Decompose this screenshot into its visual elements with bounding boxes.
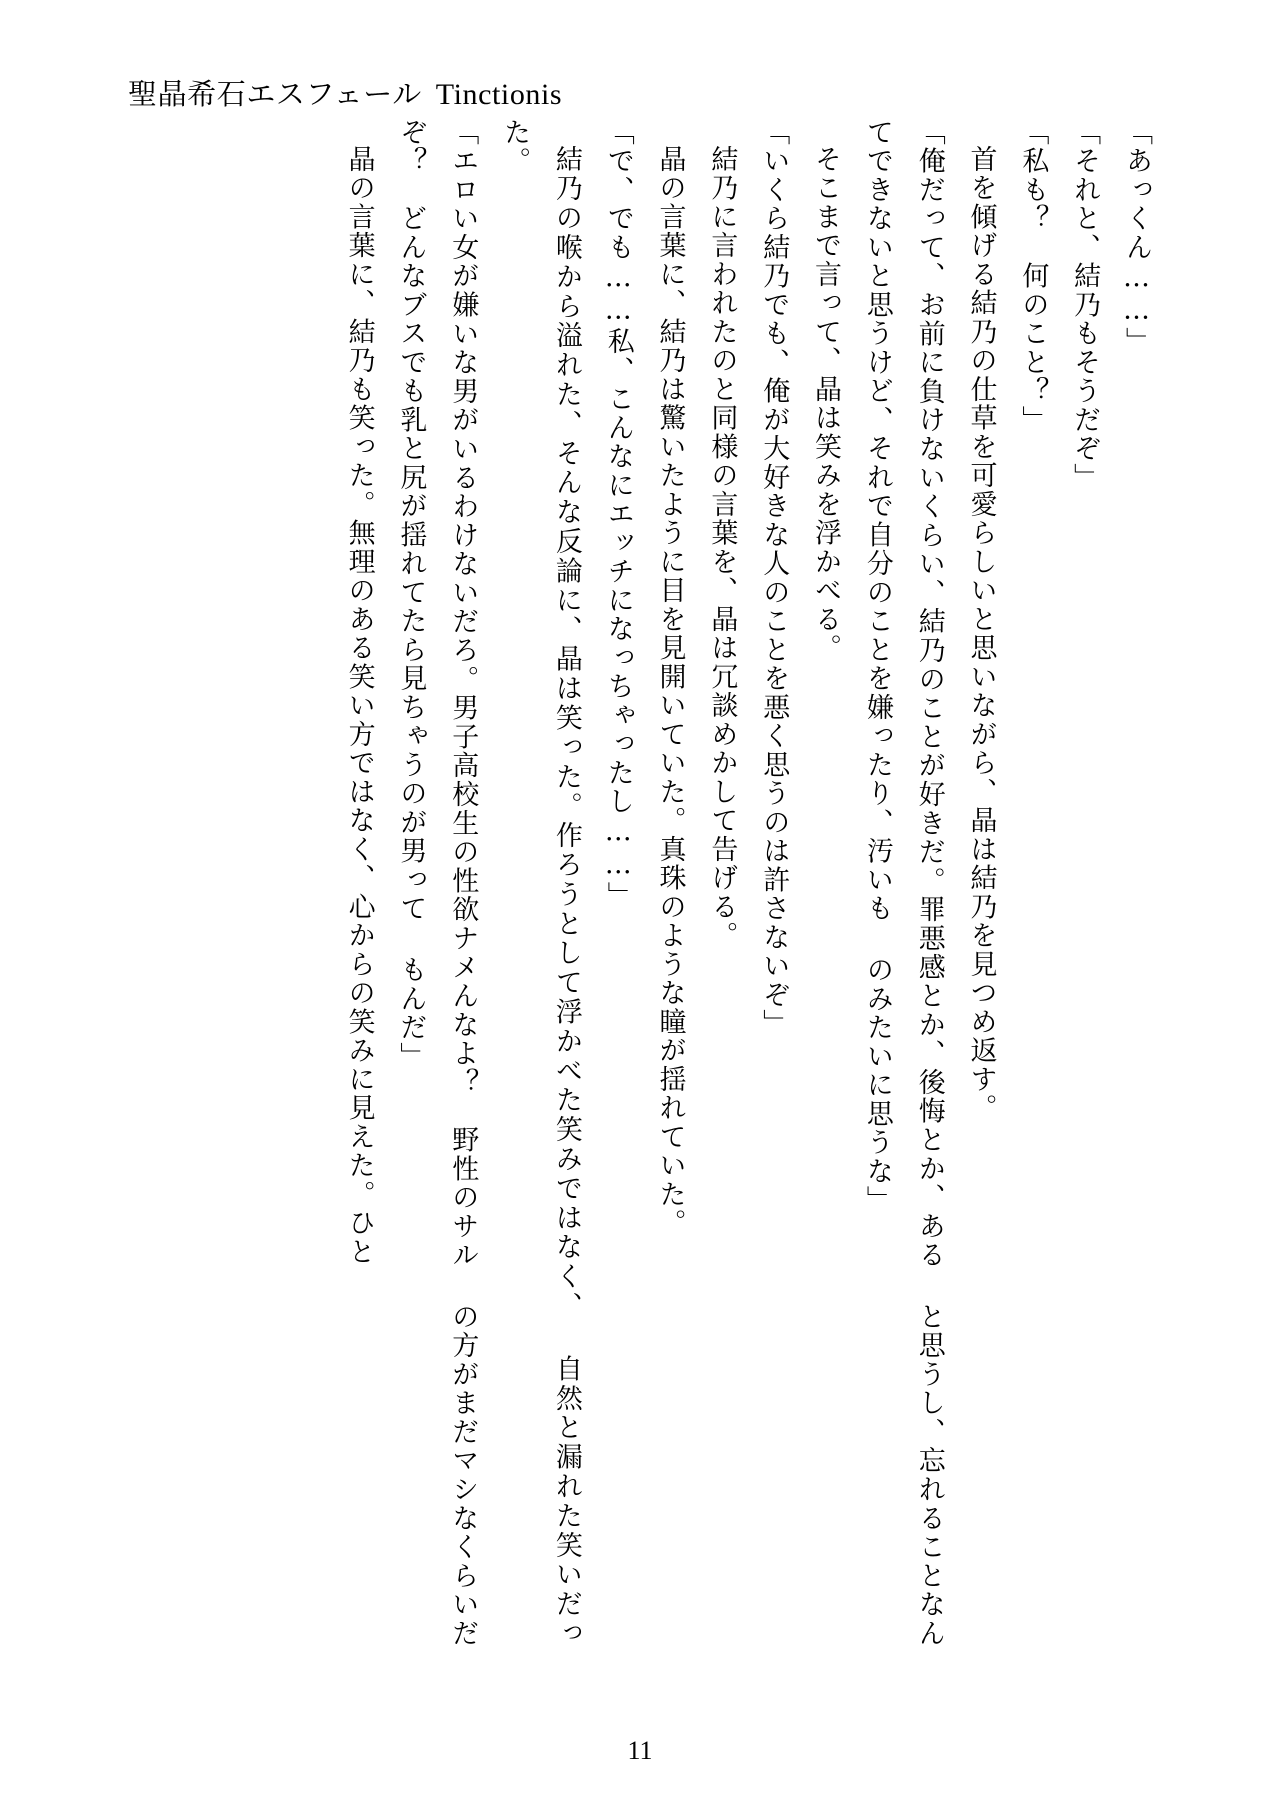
running-header	[128, 72, 562, 113]
paragraph: 「俺だって、お前に負けないくらい、結乃のことが好きだ。罪悪感とか、後悔とか、ある と思うし、忘れることなんてできないと思うけど、それで自分のことを嫌ったり、汚いも のみたいに思うな」	[861, 118, 945, 1648]
body-text	[152, 118, 1162, 1648]
paragraph: 結乃の喉から溢れた、そんな反論に、晶は笑った。作ろうとして浮かべた笑みではなく、 自然と漏れた笑いだった。	[499, 118, 582, 1648]
paragraph: そこまで言って、晶は笑みを浮かべる。	[810, 145, 842, 663]
paragraph: 結乃に言われたのと同様の言葉を、晶は冗談めかして告げる。	[706, 145, 738, 951]
paragraph: 「私も？ 何のこと？」	[1017, 118, 1049, 435]
paragraph: 「で、でも……私、こんなにエッチになっちゃったし……」	[602, 118, 634, 911]
paragraph: 晶の言葉に、結乃は驚いたように目を見開いていた。真珠のような瞳が揺れていた。	[654, 145, 686, 1238]
paragraph: 「それと、結乃もそうだぞ」	[1069, 118, 1101, 492]
header-title-latin: Tinctionis	[435, 78, 563, 111]
paragraph: 首を傾げる結乃の仕草を可愛らしいと思いながら、晶は結乃を見つめ返す。	[965, 145, 997, 1123]
paragraph: 「あっくん……」	[1121, 118, 1152, 357]
paragraph: 「いくら結乃でも、俺が大好きな人のことを悪く思うのは許さないぞ」	[758, 118, 790, 1039]
paragraph: 晶の言葉に、結乃も笑った。無理のある笑い方ではなく、心からの笑みに見えた。ひと	[343, 145, 375, 1267]
page-number: 11	[627, 1736, 653, 1765]
paragraph: 「エロい女が嫌いな男がいるわけないだろ。男子高校生の性欲ナメんなよ？ 野性のサル の方がまだマシなくらいだぞ？ どんなブスでも乳と尻が揺れてたら見ちゃうのが男って もんだ」	[395, 118, 479, 1648]
header-title-japanese: 聖晶希石エスフェール	[128, 77, 422, 111]
